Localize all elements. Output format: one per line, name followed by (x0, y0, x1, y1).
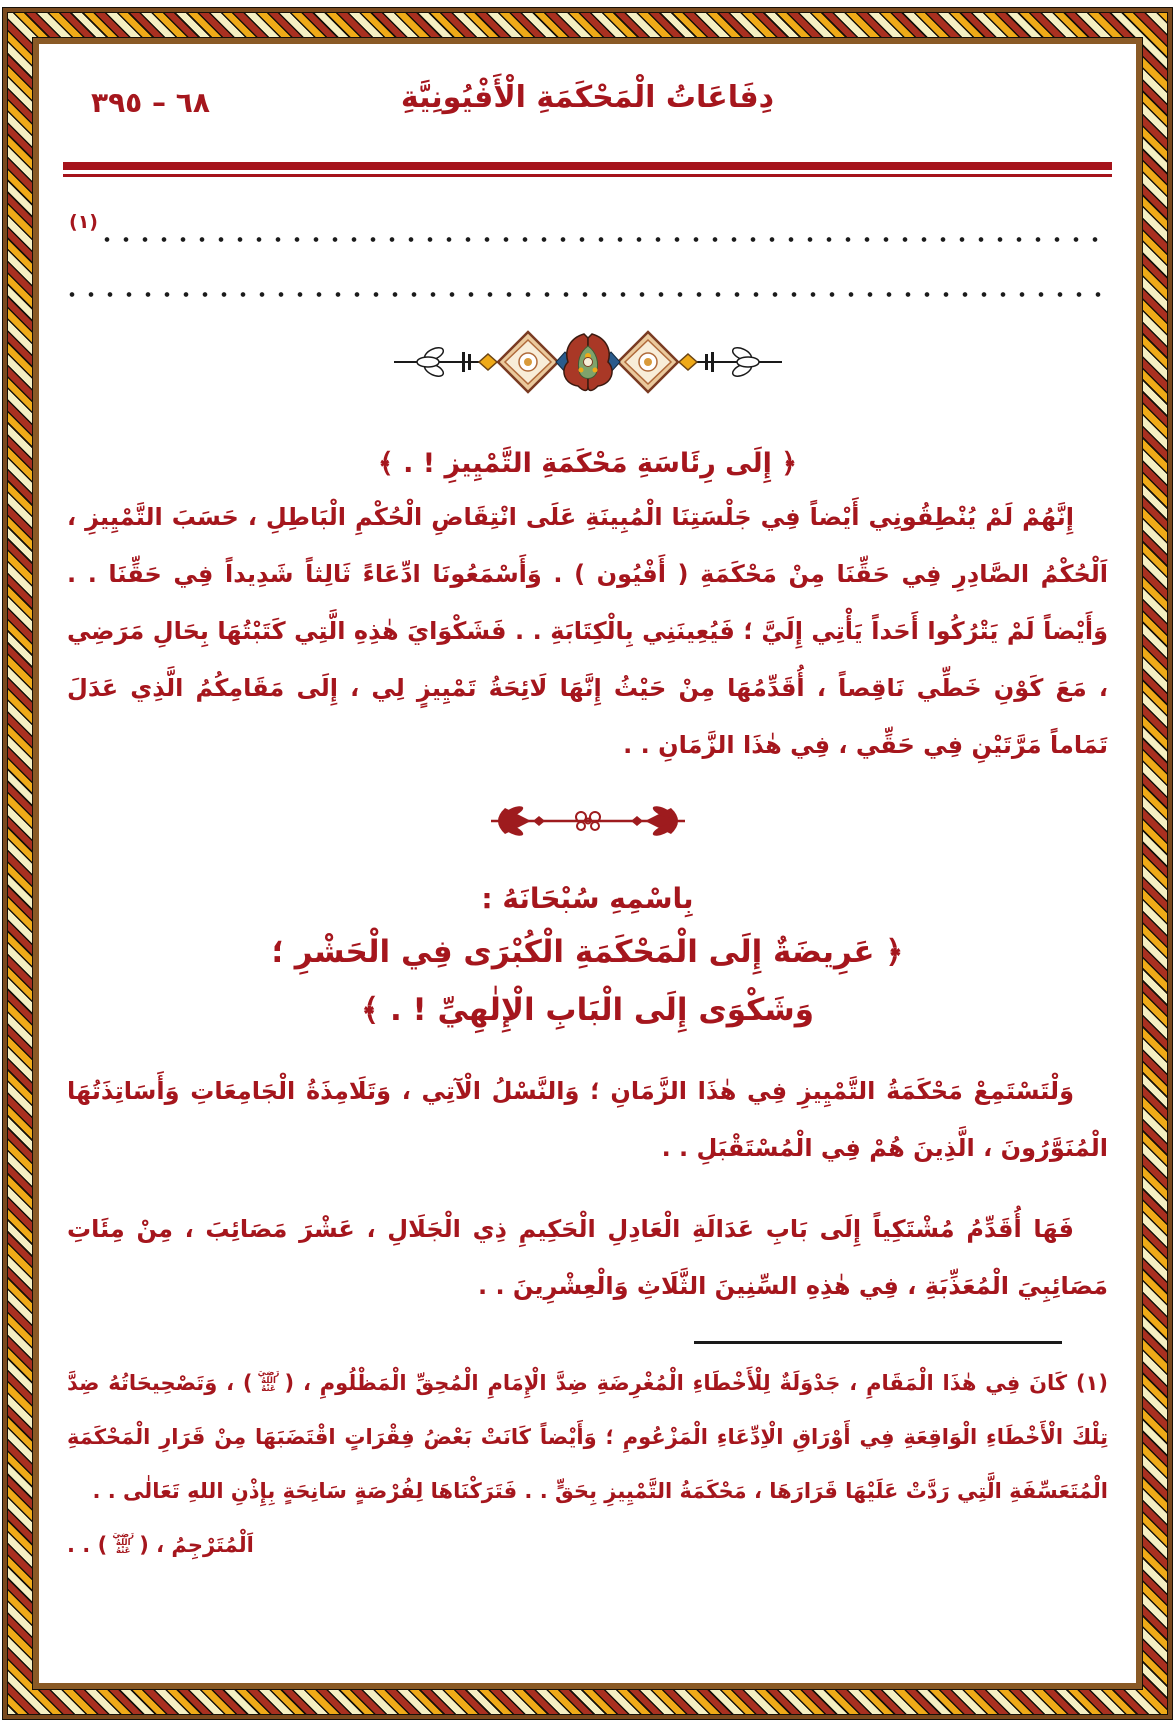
petition-paragraph-1: وَلْتَسْتَمِعْ مَحْكَمَةُ التَّمْيِيزِ فِي هٰذَا الزَّمَانِ ؛ وَالنَّسْلُ الْآتِي ، وَتَلَامِذَةُ الْجَامِعَاتِ وَأَسَاتِذَتُهَا الْمُنَوَّرُونَ ، الَّذِينَ هُمْ فِي الْمُسْتَقْبَلِ . . (67, 1077, 1108, 1162)
translator-label: اَلْمُتَرْجِمُ ، ( (139, 1533, 254, 1557)
dotted-line-row (69, 211, 1106, 243)
petition-paragraph-2: فَهَا أُقَدِّمُ مُشْتَكِياً إِلَى بَابِ عَدَالَةِ الْعَادِلِ الْحَكِيمِ ذِي الْجَلَالِ ، عَشْرَ مَصَائِبَ ، مِنْ مِئَاتِ مَصَائِبِيَ الْمُعَذِّبَةِ ، فِي هٰذِهِ السِّنِينَ الثَّلَاثِ وَالْعِشْرِينَ . . (67, 1215, 1108, 1300)
footnote-part1: (١) كَانَ فِي هٰذَا الْمَقَامِ ، جَدْوَلَةٌ لِلْأَخْطَاءِ الْمُغْرِضَةِ ضِدَّ الْإِمَامِ الْمُحِقِّ الْمَظْلُومِ ، ( (284, 1371, 1108, 1395)
page-title: دِفَاعَاتُ الْمَحْكَمَةِ الْأَفْيُونِيَّةِ (400, 80, 775, 115)
bismihi-heading: بِاسْمِهِ سُبْحَانَهُ : (481, 882, 694, 915)
rule-thick-line (63, 162, 1112, 170)
footnote-reference-marker: (١) (69, 211, 98, 233)
page-content (33, 38, 1142, 1689)
page-header (63, 80, 1112, 144)
decorative-chain-border (3, 8, 1172, 1719)
footnote-text (67, 1356, 1108, 1518)
dotted-line-row (69, 291, 1106, 298)
translator-suffix: ) . . (67, 1533, 108, 1557)
double-rule-divider (63, 162, 1112, 177)
arrow-divider-icon (483, 804, 693, 838)
floral-divider-icon (388, 326, 788, 398)
petition-heading-line1: ﴿ عَرِيضَةٌ إِلَى الْمَحْكَمَةِ الْكُبْرَى فِي الْحَشْرِ ؛ (271, 934, 904, 970)
page-numbers: ٦٨ – ٣٩٥ (91, 86, 210, 119)
floral-divider-ornament (63, 326, 1112, 402)
rule-thin-line (63, 174, 1112, 177)
dotted-line (69, 291, 1106, 298)
section-heading-appeal: ﴿ إِلَى رِئَاسَةِ مَحْكَمَةِ التَّمْيِيزِ ! . ﴾ (377, 448, 798, 479)
honorific-seal-icon: رَضِيَ اللهُ عَنْهُ (112, 1530, 135, 1556)
translator-signature (67, 1518, 1108, 1572)
footnote-separator (694, 1341, 1062, 1344)
petition-heading-line2: وَشَكْوَى إِلَى الْبَابِ الْإِلٰهِيِّ ! . ﴾ (361, 992, 814, 1028)
arrow-divider-ornament (63, 804, 1112, 842)
appeal-paragraph: إِنَّهُمْ لَمْ يُنْطِقُونِي أَيْضاً فِي جَلْسَتِنَا الْمُبِينَةِ عَلَى انْتِقَاضِ الْحُكْمِ الْبَاطِلِ ، حَسَبَ التَّمْيِيزِ ، اَلْحُكْمُ الصَّادِرِ فِي حَقِّنَا مِنْ مَحْكَمَةِ ( أَفْيُون ) . وَأَسْمَعُونَا ادِّعَاءً ثَالِثاً شَدِيداً فِي حَقِّنَا . . وَأَيْضاً لَمْ يَتْرُكُوا أَحَداً يَأْتِي إِلَيَّ ؛ فَيُعِينَنِي بِالْكِتَابَةِ . . فَشَكْوَايَ هٰذِهِ الَّتِي كَتَبْتُهَا بِحَالِ مَرَضِي ، مَعَ كَوْنِ خَطِّي نَاقِصاً ، أُقَدِّمُهَا مِنْ حَيْثُ إِنَّهَا لَائِحَةُ تَمْيِيزٍ لِي ، إِلَى مَقَامِكُمُ الَّذِي عَدَلَ تَمَاماً مَرَّتَيْنِ فِي حَقِّي ، فِي هٰذَا الزَّمَانِ . . (67, 503, 1108, 759)
honorific-seal-icon: رَضِيَ اللهُ عَنْهُ (257, 1368, 280, 1394)
footnote-part2: ) ، وَتَصْحِيحَاتُهُ ضِدَّ تِلْكَ الْأَخْطَاءِ الْوَاقِعَةِ فِي أَوْرَاقِ الْاِدِّعَاءِ الْمَزْعُومِ ؛ وَأَيْضاً كَانَتْ بَعْضُ فِقْرَاتٍ اقْتَضَبَهَا مِنْ قَرَارِ الْمَحْكَمَةِ الْمُتَعَسِّفَةِ الَّتِي رَدَّتْ عَلَيْهَا قَرَارَهَا ، مَحْكَمَةُ التَّمْيِيزِ بِحَقٍّ . . فَتَرَكْنَاهَا لِفُرْصَةٍ سَانِحَةٍ بِإِذْنِ اللهِ تَعَالٰى . . (67, 1371, 1108, 1503)
dotted-line (104, 236, 1106, 243)
petition-heading (63, 923, 1112, 1039)
